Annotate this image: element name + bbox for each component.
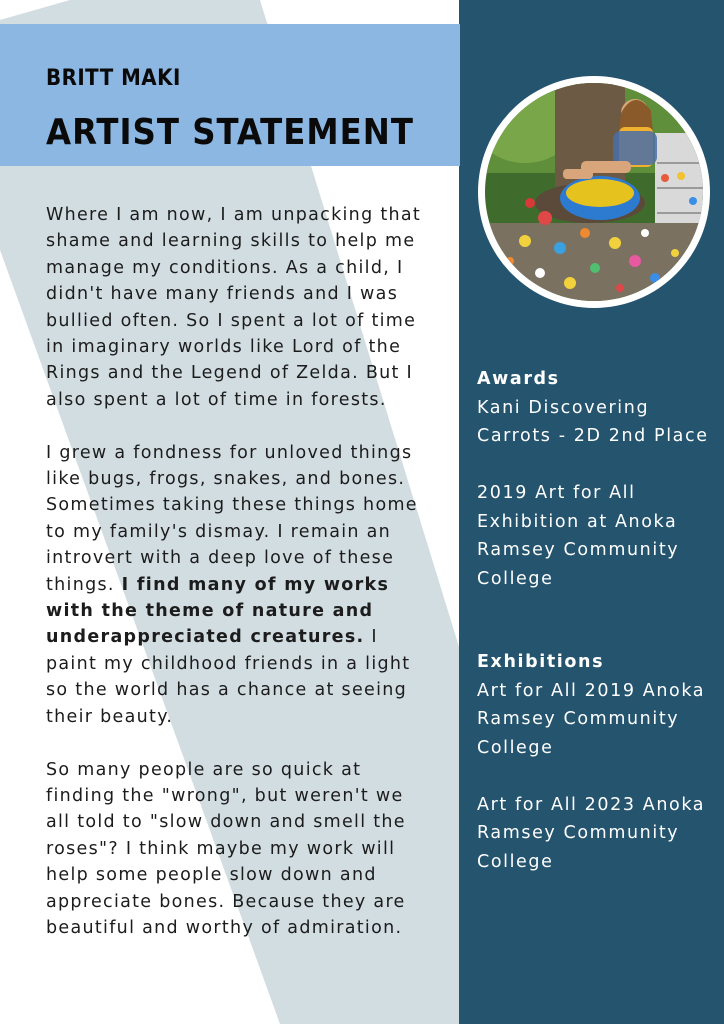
- exhibition-item: Art for All 2023 Anoka Ramsey Community College: [477, 794, 706, 872]
- statement-paragraph-2: [46, 440, 431, 730]
- award-item: 2019 Art for All Exhibition at Anoka Ramsey Community College: [477, 483, 680, 589]
- statement-body: [46, 202, 431, 968]
- awards-section: [477, 365, 717, 593]
- statement-paragraph-2-end: I paint my childhood friends in a light so the world has a chance at seeing their beauty.: [46, 627, 411, 727]
- statement-paragraph-3: So many people are so quick at finding the "wrong", but weren't we all told to "slow down and smell the roses"? I think maybe my work will help some people slow down and appreciate bones. Because they are beautiful and worthy of admiration.: [46, 759, 406, 938]
- artist-photo: [485, 83, 703, 301]
- statement-highlight: I find many of my works with the theme of nature and underappreciated creatures.: [46, 574, 390, 648]
- statement-paragraph-2-start: I grew a fondness for unloved things like bugs, frogs, snakes, and bones. Sometimes taking these things home to my family's dismay. I remain an introvert with a deep love of these things.: [46, 442, 418, 595]
- page-title: ARTIST STATEMENT: [46, 112, 414, 153]
- awards-heading: Awards: [477, 369, 560, 389]
- statement-paragraph-1: Where I am now, I am unpacking that shame and learning skills to help me manage my conditions. As a child, I didn't have many friends and I was bullied often. So I spent a lot of time in imaginary worlds like Lord of the Rings and the Legend of Zelda. But I also spent a lot of time in forests.: [46, 205, 422, 410]
- award-item: Kani Discovering Carrots - 2D 2nd Place: [477, 397, 709, 446]
- exhibitions-section: [477, 648, 717, 876]
- artist-name: BRITT MAKI: [46, 66, 181, 91]
- exhibitions-heading: Exhibitions: [477, 652, 605, 672]
- exhibition-item: Art for All 2019 Anoka Ramsey Community College: [477, 680, 706, 758]
